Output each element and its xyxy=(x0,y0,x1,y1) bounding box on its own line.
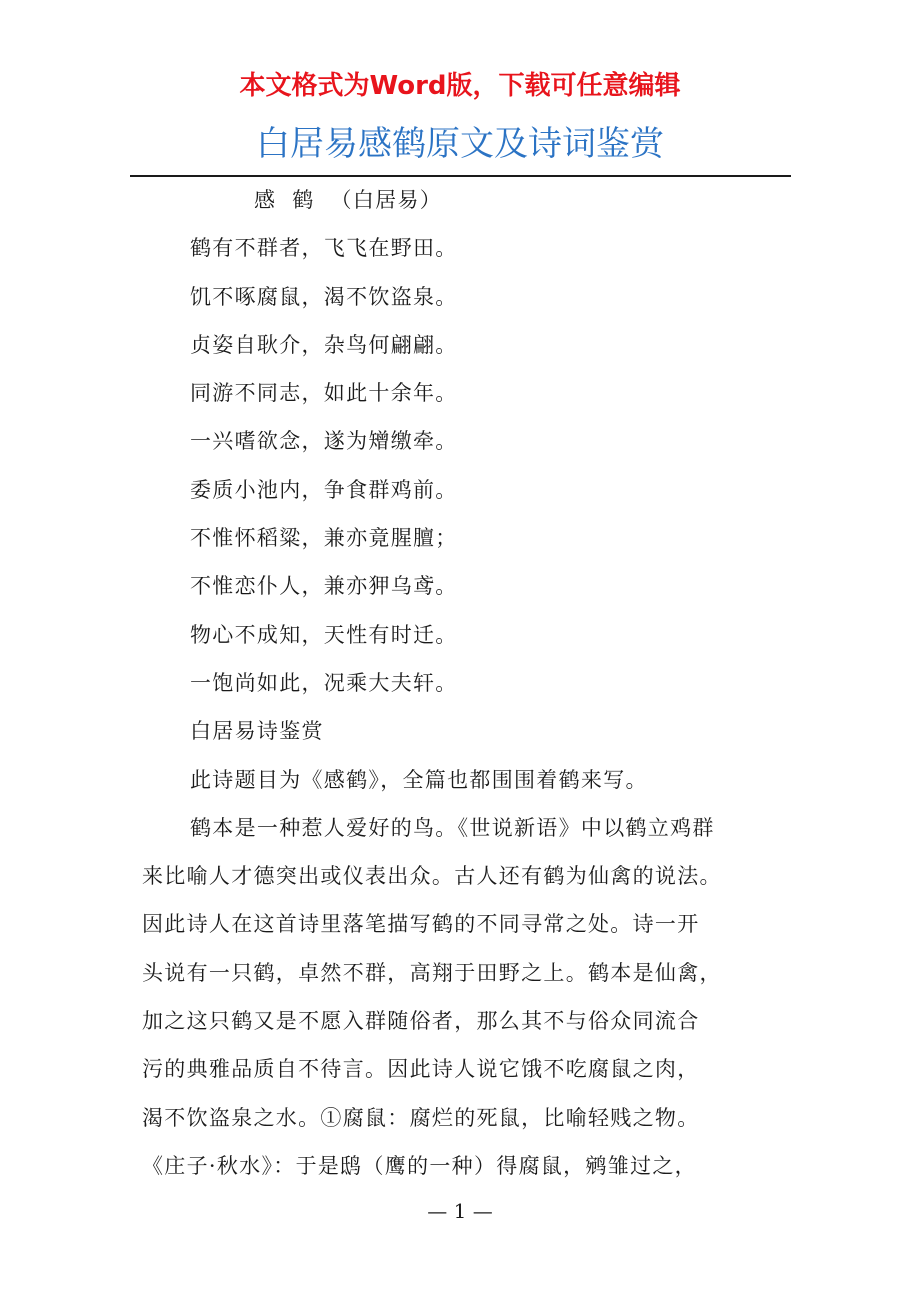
poem-line: 委质小池内，争食群鸡前。 xyxy=(190,477,458,502)
paragraph-line: 鹤本是一种惹人爱好的鸟。《世说新语》中以鹤立鸡群 xyxy=(190,815,715,840)
paragraph-line: 加之这只鹤又是不愿入群随俗者，那么其不与俗众同流合 xyxy=(142,1009,700,1034)
paragraph-line: 渴不饮盗泉之水。①腐鼠：腐烂的死鼠，比喻轻贱之物。 xyxy=(142,1105,700,1130)
poem-line: 贞姿自耿介，杂鸟何翩翩。 xyxy=(190,332,458,357)
poem-line: 不惟怀稻粱，兼亦竟腥膻； xyxy=(190,526,458,551)
poem-heading xyxy=(142,176,782,224)
paragraph-line: 来比喻人才德突出或仪表出众。古人还有鹤为仙禽的说法。 xyxy=(142,864,722,889)
poem-author: （白居易） xyxy=(330,188,443,212)
page-number: — 1 — xyxy=(427,1199,493,1223)
document-body xyxy=(142,176,782,1190)
poem-line: 鹤有不群者，飞飞在野田。 xyxy=(190,236,458,261)
poem-line: 饥不啄腐鼠，渴不饮盗泉。 xyxy=(190,284,458,309)
paragraph-line: 因此诗人在这首诗里落笔描写鹤的不同寻常之处。诗一开 xyxy=(142,912,700,937)
poem-line: 不惟恋仆人，兼亦狎乌鸢。 xyxy=(190,574,458,599)
appreciation-paragraph xyxy=(142,804,782,1190)
paragraph-line: 头说有一只鹤，卓然不群，高翔于田野之上。鹤本是仙禽， xyxy=(142,960,722,985)
download-banner: 本文格式为Word版，下载可任意编辑 xyxy=(239,71,681,101)
paragraph-line: 污的典雅品质自不待言。因此诗人说它饿不吃腐鼠之肉， xyxy=(142,1057,700,1082)
poem-line: 同游不同志，如此十余年。 xyxy=(190,381,458,406)
document-title: 白居易感鹤原文及诗词鉴赏 xyxy=(256,124,664,164)
poem-line: 一饱尚如此，况乘大夫轩。 xyxy=(190,670,458,695)
paragraph-line: 《庄子·秋水》：于是鸱（鹰的一种）得腐鼠，鹓雏过之， xyxy=(142,1153,697,1178)
poem-line: 一兴嗜欲念，遂为矰缴牵。 xyxy=(190,429,458,454)
appreciation-heading: 白居易诗鉴赏 xyxy=(190,719,324,744)
poem-title: 感 鹤 xyxy=(254,188,315,212)
poem-line: 物心不成知，天性有时迁。 xyxy=(190,622,458,647)
appreciation-intro: 此诗题目为《感鹤》，全篇也都围围着鹤来写。 xyxy=(190,767,648,792)
